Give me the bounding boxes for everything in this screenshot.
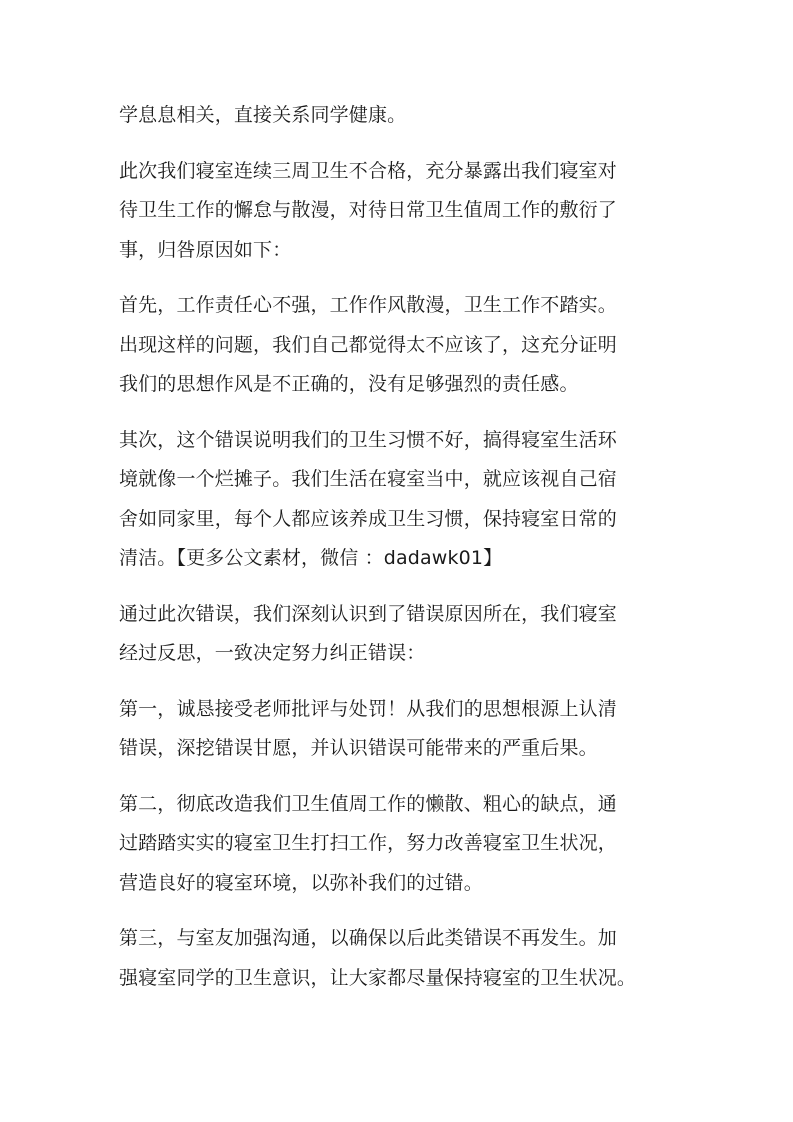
text-line: 第一，诚恳接受老师批评与处罚！从我们的思想根源上认清 [119,697,617,720]
paragraph-second-reason [119,421,689,579]
text-line: 通过此次错误，我们深刻认识到了错误原因所在，我们寝室 [119,602,617,625]
text-line: 第三，与室友加强沟通，以确保以后此类错误不再发生。加 [119,927,617,949]
text-line: 待卫生工作的懈怠与散漫，对待日常卫生值周工作的敷衍了 [119,199,617,221]
text-line: 境就像一个烂摊子。我们生活在寝室当中，就应该视自己宿 [119,468,617,490]
text-line: 此次我们寝室连续三周卫生不合格，充分暴露出我们寝室对 [119,159,617,182]
text-line: 强寝室同学的卫生意识，让大家都尽量保持寝室的卫生状况。 [119,966,637,989]
text-line: 清洁。【更多公文素材，微信 ：dadawk01】 [119,547,503,569]
text-line: 经过反思，一致决定努力纠正错误： [119,642,426,664]
paragraph-reflection [119,595,689,674]
text-line: 其次，这个错误说明我们的卫生习惯不好，搞得寝室生活环 [119,428,617,451]
paragraph-action-one [119,690,689,769]
paragraph-first-reason [119,286,689,405]
text-line: 事，归咎原因如下： [119,238,292,261]
paragraph-continuation [119,96,689,136]
text-line: 过踏踏实实的寝室卫生打扫工作，努力改善寝室卫生状况， [119,832,617,854]
text-line: 学息息相关，直接关系同学健康。 [119,104,407,126]
text-line: 舍如同家里，每个人都应该养成卫生习惯，保持寝室日常的 [119,507,617,530]
text-line: 出现这样的问题，我们自己都觉得太不应该了，这充分证明 [119,333,617,356]
text-line: 我们的思想作风是不正确的，没有足够强烈的责任感。 [119,373,579,395]
document-body [119,96,689,1014]
paragraph-action-two [119,785,689,904]
paragraph-action-three [119,919,689,998]
text-line: 营造良好的寝室环境，以弥补我们的过错。 [119,871,483,894]
text-line: 第二，彻底改造我们卫生值周工作的懒散、粗心的缺点，通 [119,792,617,815]
text-line: 首先，工作责任心不强，工作作风散漫，卫生工作不踏实。 [119,294,617,316]
paragraph-hygiene-failure [119,152,689,271]
text-line: 错误，深挖错误甘愿，并认识错误可能带来的严重后果。 [119,737,598,759]
